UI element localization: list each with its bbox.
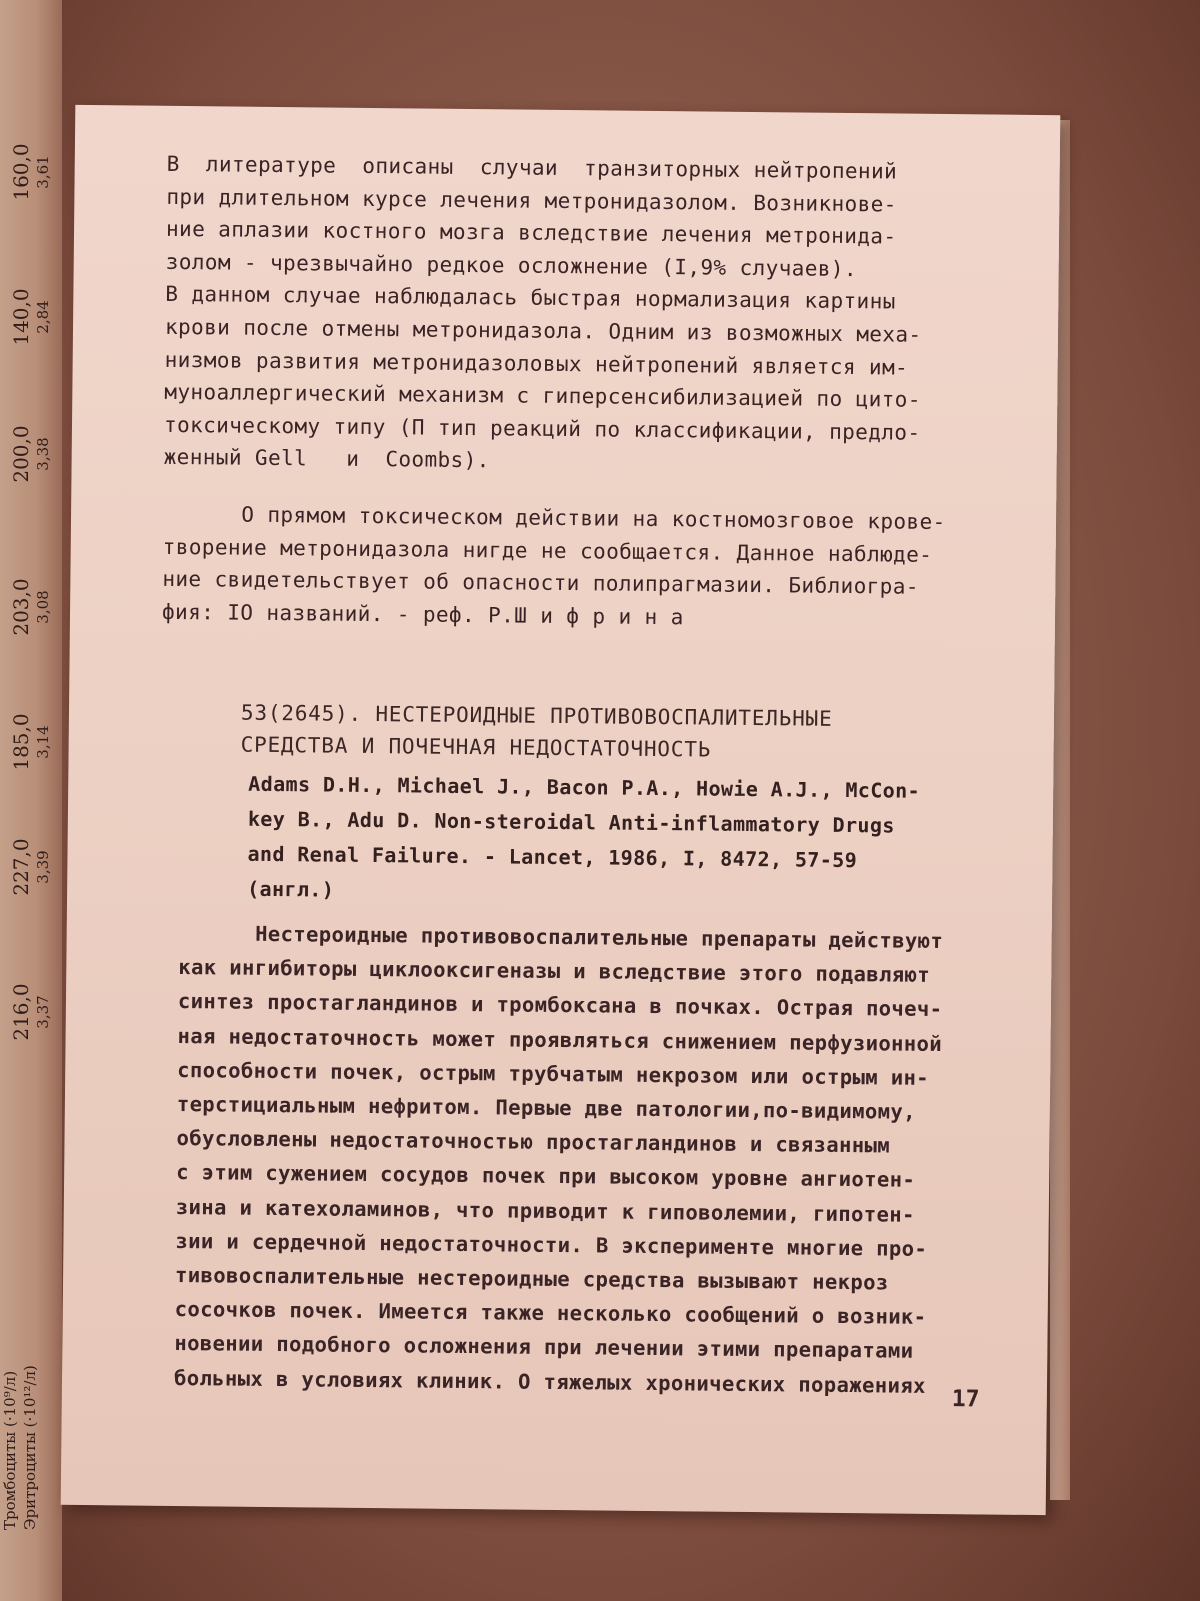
article-citation: Adams D.H., Michael J., Bacon P.A., Howie A.J., McCon- key B., Adu D. Non-steroidal Anti-inflammatory Drugs and Renal Failure. - Lancet, 1986, I, 8472, 57-59 (англ.): [247, 771, 921, 902]
article-body: Нестероидные противовоспалительные препараты действуют как ингибиторы циклооксигеназы и вследствие этого подавляют синтез простагландинов и тромбоксана в почках. Острая почеч- ная недостаточность может проявляться снижением перфузионной способности почек, острым трубчатым некрозом или острым ин- терстициальным нефритом. Первые две патологии,по-видимому, обусловлены недостаточностью простагландинов и связанным с этим сужением сосудов почек при высоком уровне ангиотен- зина и катехоламинов, что приводит к гиповолемии, гипотен- зии и сердечной недостаточности. В эксперименте многие про- тивовоспалительные нестероидные средства вызывают некроз сосочков почек. Имеется также несколько сообщений о возник- новении подобного осложнения при лечении этими препаратами больных в условиях клиник. О тяжелых хронических поражениях: [173, 921, 944, 1398]
margin-row-labels: [0, 1090, 40, 1530]
margin-row-label: Тромбоциты (·10⁹/л): [1, 1370, 19, 1530]
margin-value-column: 227,0 3,39: [9, 838, 52, 896]
margin-value-column: 203,0 3,08: [9, 578, 52, 636]
margin-row-label: Эритроциты (·10¹²/л): [21, 1365, 39, 1530]
margin-value-column: 160,0 3,61: [9, 143, 52, 201]
page-number: 17: [951, 1386, 980, 1413]
document-page: [61, 105, 1061, 1515]
abstract-paragraph: В литературе описаны случаи транзиторных нейтропений при длительном курсе лечения метронидазолом. Возникнове- ние аплазии костного мозга вследствие лечения метронида- золом - чрезвычайно редкое осложнение (I,9% случаев). В данном случае наблюдалась быстрая нормализация картины крови после отмены метронидазола. Одним из возможных меха- низмов развития метронидазоловых нейтропений является им- муноаллергический механизм с гиперсенсибилизацией по цито- токсическому типу (П тип реакций по классификации, предло- женный Gell и Coombs).: [163, 151, 922, 473]
margin-value-column: 140,0 2,84: [9, 288, 52, 346]
margin-value-column: 216,0 3,37: [9, 983, 52, 1041]
article-heading: 53(2645). НЕСТЕРОИДНЫЕ ПРОТИВОВОСПАЛИТЕЛЬНЫЕ СРЕДСТВА И ПОЧЕЧНАЯ НЕДОСТАТОЧНОСТЬ: [240, 700, 833, 762]
margin-value-column: 185,0 3,14: [9, 713, 52, 771]
abstract-paragraph: О прямом токсическом действии на костномозговое крове- творение метронидазола нигде не сообщается. Данное наблюде- ние свидетельствует об опасности полипрагмазии. Библиогра- фия: IO названий. - реф. Р.Ш и ф р и н а: [161, 501, 946, 630]
margin-value-column: 200,0 3,38: [9, 425, 52, 483]
